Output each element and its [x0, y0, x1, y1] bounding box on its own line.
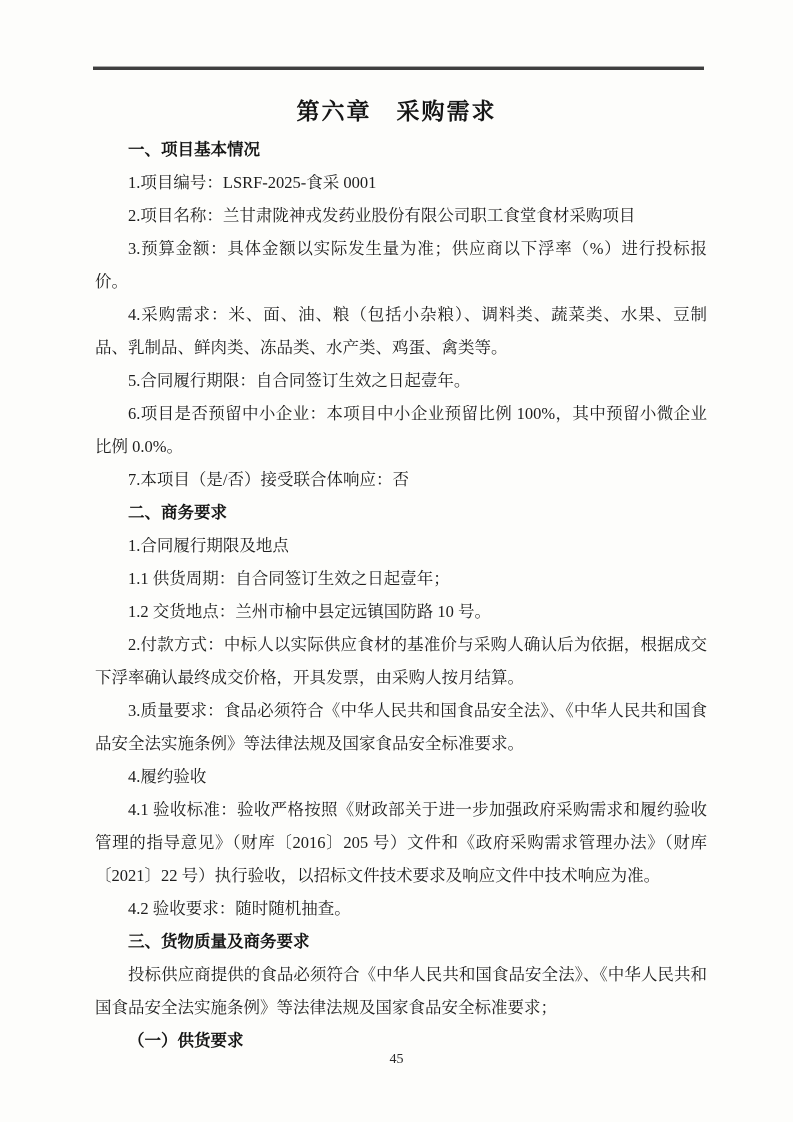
paragraph: 4.2 验收要求：随时随机抽查。 — [128, 899, 351, 918]
paragraph: 5.合同履行期限：自合同签订生效之日起壹年。 — [128, 371, 471, 390]
page-number: 45 — [389, 1052, 404, 1067]
paragraph: 4.1 验收标准：验收严格按照《财政部关于进一步加强政府采购需求和履约验收管理的指导意见》（财库〔2016〕205 号）文件和《政府采购需求管理办法》（财库〔2021〕22 号）执行验收，以招标文件技术要求及响应文件中技术响应为准。 — [95, 800, 707, 885]
paragraph: 1.1 供货周期：自合同签订生效之日起壹年； — [128, 569, 450, 588]
paragraph: 2.项目名称：兰甘肃陇神戎发药业股份有限公司职工食堂食材采购项目 — [128, 206, 636, 225]
section-heading: 一、项目基本情况 — [128, 140, 260, 159]
header-rule — [93, 66, 704, 70]
paragraph: 1.合同履行期限及地点 — [128, 536, 289, 555]
section-heading: 二、商务要求 — [128, 503, 227, 522]
paragraph: 投标供应商提供的食品必须符合《中华人民共和国食品安全法》、《中华人民共和国食品安全法实施条例》等法律法规及国家食品安全标准要求； — [95, 965, 707, 1017]
paragraph: 6.项目是否预留中小企业：本项目中小企业预留比例 100%，其中预留小微企业比例 0.0%。 — [95, 404, 707, 456]
document-body — [95, 133, 707, 1057]
section-heading: 三、货物质量及商务要求 — [128, 932, 310, 951]
paragraph: 2.付款方式：中标人以实际供应食材的基准价与采购人确认后为依据，根据成交下浮率确认最终成交价格，开具发票，由采购人按月结算。 — [95, 635, 707, 687]
paragraph: 1.项目编号：LSRF-2025-食采 0001 — [128, 173, 377, 192]
paragraph: 3.预算金额：具体金额以实际发生量为准；供应商以下浮率（%）进行投标报价。 — [95, 239, 707, 291]
paragraph: 3.质量要求：食品必须符合《中华人民共和国食品安全法》、《中华人民共和国食品安全法实施条例》等法律法规及国家食品安全标准要求。 — [95, 701, 707, 753]
section-heading: （一）供货要求 — [128, 1031, 244, 1050]
paragraph: 4.采购需求：米、面、油、粮（包括小杂粮）、调料类、蔬菜类、水果、豆制品、乳制品、鲜肉类、冻品类、水产类、鸡蛋、禽类等。 — [95, 305, 707, 357]
paragraph: 4.履约验收 — [128, 767, 207, 786]
chapter-title: 第六章 采购需求 — [296, 99, 497, 124]
paragraph: 1.2 交货地点：兰州市榆中县定远镇国防路 10 号。 — [128, 602, 491, 621]
paragraph: 7.本项目（是/否）接受联合体响应：否 — [128, 470, 409, 489]
